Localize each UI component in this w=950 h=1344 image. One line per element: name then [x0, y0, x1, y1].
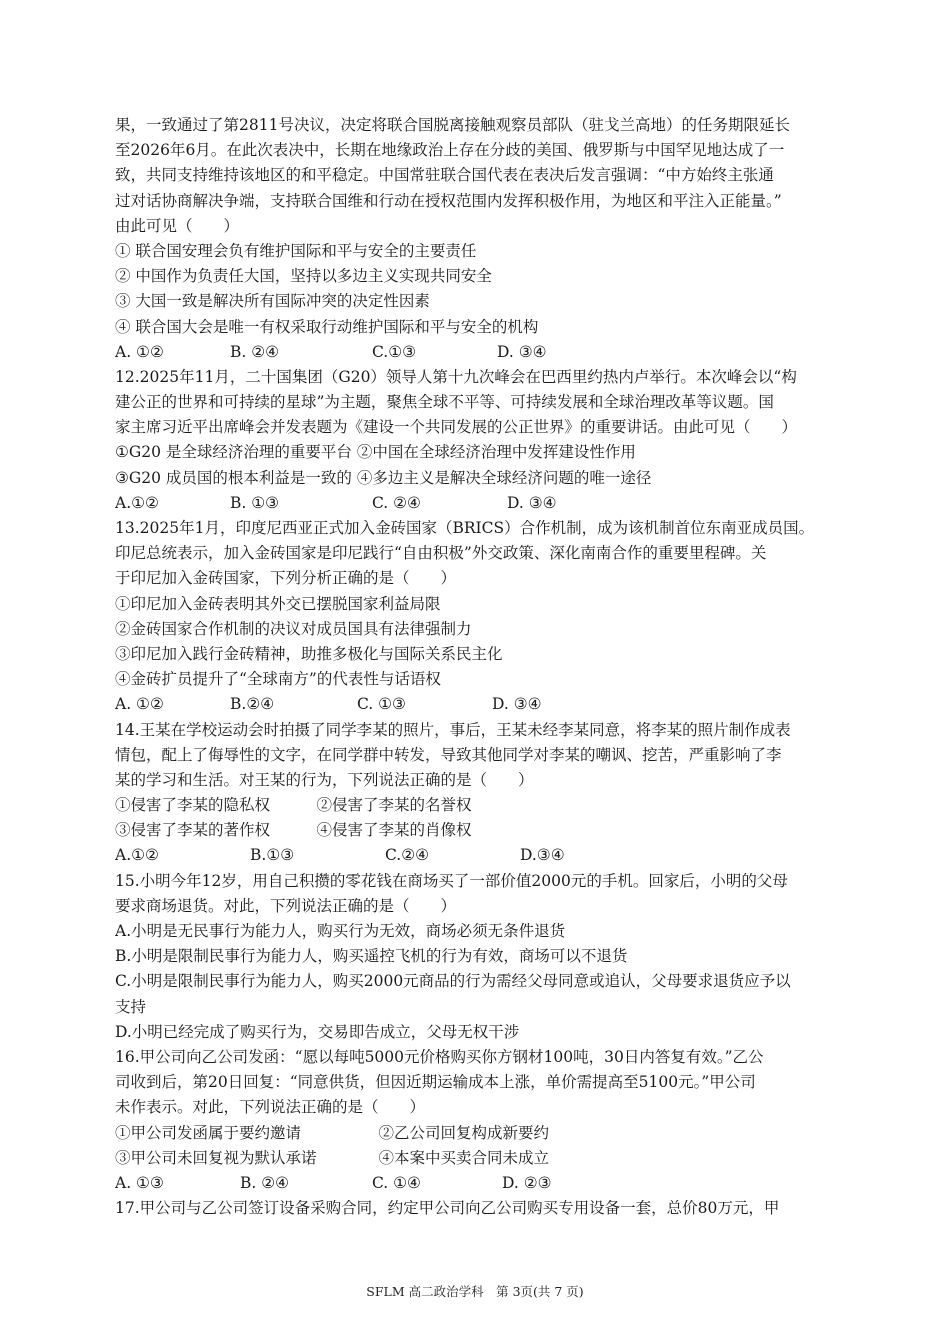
statement-item: ①印尼加入金砖表明其外交已摆脱国家利益局限 [115, 594, 441, 613]
question-text-line: 16.甲公司向乙公司发函：“愿以每吨5000元价格购买你方钢材100吨，30日内答复有效。”乙公 [115, 1047, 764, 1066]
statement-item: ③印尼加入践行金砖精神，助推多极化与国际关系民主化 [115, 644, 503, 663]
option-a: A.①② [115, 846, 159, 865]
option-b: B. ②④ [240, 1173, 290, 1192]
statement-item: ②金砖国家合作机制的决议对成员国具有法律强制力 [115, 619, 472, 638]
option-d: D.③④ [520, 846, 565, 865]
option-c: C.①③ [372, 342, 417, 361]
option-d: D. ③④ [497, 342, 547, 361]
question-text-line: 要求商场退货。对此，下列说法正确的是（ ） [115, 896, 457, 915]
option-a: A.①② [115, 493, 159, 512]
statement-item: ③ 大国一致是解决所有国际冲突的决定性因素 [115, 292, 430, 311]
statement-item: ①G20 是全球经济治理的重要平台 ②中国在全球经济治理中发挥建设性作用 [115, 443, 636, 462]
question-text-line: 14.王某在学校运动会时拍摄了同学李某的照片，事后，王某未经李某同意，将李某的照片制作成表 [115, 720, 791, 739]
option-a: A. ①③ [115, 1173, 164, 1192]
question-14 [115, 718, 840, 869]
option-a: A. ①② [115, 695, 164, 714]
option-b: B.①③ [250, 846, 295, 865]
question-text-line: 17.甲公司与乙公司签订设备采购合同，约定甲公司向乙公司购买专用设备一套，总价80万元，甲 [115, 1199, 780, 1218]
answer-options [115, 340, 840, 365]
option-line: D.小明已经完成了购买行为，交易即告成立，父母无权干涉 [115, 1022, 520, 1041]
question-text-line: 印尼总统表示，加入金砖国家是印尼践行“自由积极”外交政策、深化南南合作的重要里程碑。关 [115, 544, 767, 563]
statement-item: ① 联合国安理会负有维护国际和平与安全的主要责任 [115, 241, 477, 260]
statement-item: ①侵害了李某的隐私权 ②侵害了李某的名誉权 [115, 796, 472, 815]
statement-item: ③G20 成员国的根本利益是一致的 ④多边主义是解决全球经济问题的唯一途径 [115, 468, 652, 487]
statement-item: ④ 联合国大会是唯一有权采取行动维护国际和平与安全的机构 [115, 317, 539, 336]
option-line: A.小明是无民事行为能力人，购买行为无效，商场必须无条件退货 [115, 922, 566, 940]
option-line: C.小明是限制民事行为能力人，购买2000元商品的行为需经父母同意或追认，父母要求退货应予以 [115, 972, 791, 991]
question-text-line: 15.小明今年12岁，用自己积攒的零花钱在商场买了一部价值2000元的手机。回家后，小明的父母 [115, 871, 788, 890]
question-12 [115, 365, 840, 516]
option-c: C. ②④ [372, 493, 421, 512]
question-text-line: 果，一致通过了第2811号决议，决定将联合国脱离接触观察员部队（驻戈兰高地）的任务期限延长 [115, 116, 790, 134]
option-line: 支持 [115, 997, 147, 1016]
question-text-line: 13.2025年1月，印度尼西亚正式加入金砖国家（BRICS）合作机制，成为该机制首位东南亚成员国。 [115, 519, 815, 537]
question-text-line: 由此可见（ ） [115, 216, 240, 235]
question-text-line: 司收到后，第20日回复：“同意供货，但因近期运输成本上涨，单价需提高至5100元。”甲公司 [115, 1073, 756, 1092]
question-text-line: 某的学习和生活。对王某的行为，下列说法正确的是（ ） [115, 770, 534, 789]
question-text-line: 家主席习近平出席峰会并发表题为《建设一个共同发展的公正世界》的重要讲话。由此可见（ ） [115, 418, 798, 437]
question-text-line: 12.2025年11月，二十国集团（G20）领导人第十九次峰会在巴西里约热内卢举行。本次峰会以“构 [115, 367, 797, 386]
question-text-line: 致，共同支持维持该地区的和平稳定。中国常驻联合国代表在表决后发言强调：“中方始终主张通 [115, 166, 774, 185]
option-c: C.②④ [385, 846, 430, 865]
question-11-continuation [115, 113, 840, 365]
option-b: B.②④ [230, 695, 275, 714]
exam-page [115, 113, 840, 1221]
statement-item: ④金砖扩员提升了“全球南方”的代表性与话语权 [115, 670, 441, 689]
option-d: D. ③④ [492, 695, 542, 714]
page-footer: SFLM 高二政治学科 第 3页(共 7 页) [366, 1284, 584, 1299]
question-text-line: 情包，配上了侮辱性的文字，在同学群中转发，导致其他同学对李某的嘲讽、挖苦，严重影响了李 [115, 745, 782, 764]
option-b: B. ①③ [230, 493, 280, 512]
question-text-line: 建公正的世界和可持续的星球”为主题，聚焦全球不平等、可持续发展和全球治理改革等议题。国 [115, 393, 774, 412]
question-text-line: 过对话协商解决争端，支持联合国维和行动在授权范围内发挥积极作用，为地区和平注入正能量。” [115, 191, 782, 210]
question-15 [115, 869, 840, 1045]
option-c: C. ①④ [372, 1173, 421, 1192]
option-d: D. ②③ [502, 1173, 552, 1192]
question-text-line: 至2026年6月。在此次表决中，长期在地缘政治上存在分歧的美国、俄罗斯与中国罕见地达成了一 [115, 141, 785, 160]
option-a: A. ①② [115, 342, 164, 361]
option-d: D. ③④ [507, 493, 557, 512]
question-text-line: 未作表示。对此，下列说法正确的是（ ） [115, 1098, 426, 1117]
answer-options [115, 843, 840, 868]
answer-options [115, 692, 840, 717]
option-line: B.小明是限制民事行为能力人，购买遥控飞机的行为有效，商场可以不退货 [115, 947, 628, 966]
statement-item: ①甲公司发函属于要约邀请 ②乙公司回复构成新要约 [115, 1123, 550, 1142]
option-b: B. ②④ [230, 342, 280, 361]
statement-item: ② 中国作为负责任大国，坚持以多边主义实现共同安全 [115, 267, 492, 286]
option-c: C. ①③ [357, 695, 406, 714]
answer-options [115, 1171, 840, 1196]
question-13 [115, 516, 840, 718]
statement-item: ③侵害了李某的著作权 ④侵害了李某的肖像权 [115, 821, 472, 840]
question-16 [115, 1045, 840, 1196]
question-text-line: 于印尼加入金砖国家，下列分析正确的是（ ） [115, 569, 457, 588]
statement-item: ③甲公司未回复视为默认承诺 ④本案中买卖合同未成立 [115, 1148, 550, 1167]
question-17 [115, 1196, 840, 1221]
answer-options [115, 491, 840, 516]
